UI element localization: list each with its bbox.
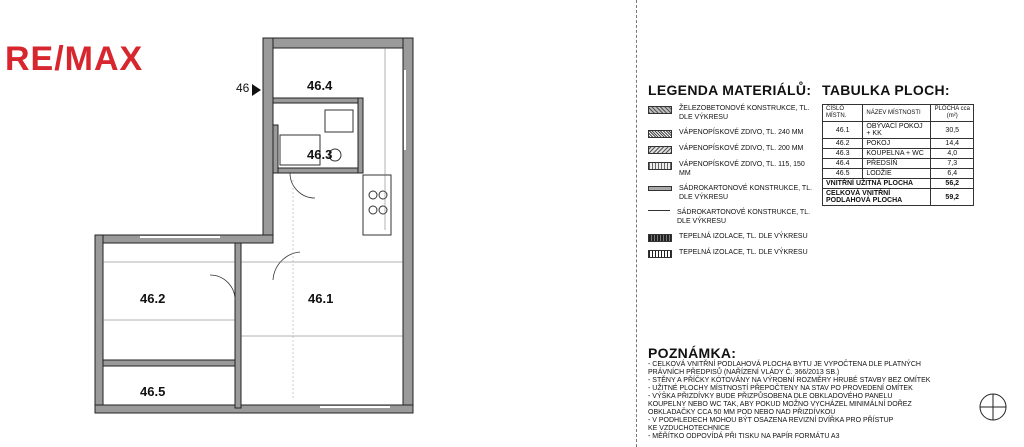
note-line: KE VZDUCHOTECHNICE (648, 425, 730, 432)
drywall-swatch (648, 186, 672, 191)
legend-item-text: TEPELNÁ IZOLACE, TL. DLE VÝKRESU (679, 233, 808, 240)
notes-section (648, 345, 988, 441)
room-number: 46.5 (823, 169, 863, 179)
legend-item-text: VÁPENOPÍSKOVÉ ZDIVO, TL. 200 MM (679, 145, 804, 152)
notes-title: POZNÁMKA: (648, 345, 737, 361)
area-table-title: TABULKA PLOCH: (822, 82, 950, 98)
note-line: PRÁVNÍCH PŘEDPISŮ (NAŘÍZENÍ VLÁDY Č. 366/2013 SB.) (648, 369, 840, 376)
masonry-240-swatch (648, 130, 672, 138)
header-area: PLOCHA cca (m²) (931, 105, 974, 122)
legend-item (648, 104, 818, 122)
note-line: KOUPELNY NEBO WC TAK, ABY POKUD MOŽNO VYCHÁZEL MINIMÁLNÍ DOŘEZ (648, 401, 912, 408)
room-area: 6,4 (931, 169, 974, 179)
legend-item (648, 232, 818, 242)
room-area: 14,4 (931, 139, 974, 149)
concrete-swatch (648, 106, 672, 114)
materials-legend (648, 82, 818, 258)
legend-item-text: VÁPENOPÍSKOVÉ ZDIVO, TL. 115, 150 MM (679, 161, 805, 177)
masonry-115-swatch (648, 162, 672, 170)
header-room-number: ČÍSLO MÍSTN. (823, 105, 863, 122)
room-number: 46.3 (823, 149, 863, 159)
room-label-46-1: 46.1 (308, 291, 334, 306)
room-name: PŘEDSÍŇ (863, 159, 931, 169)
table-row (823, 122, 974, 139)
total-usable-label: VNITŘNÍ UŽITNÁ PLOCHA (823, 179, 931, 189)
section-mark (252, 84, 261, 96)
table-row (823, 169, 974, 179)
note-line: - MĚŘÍTKO ODPOVÍDÁ PŘI TISKU NA PAPÍR FORMÁTU A3 (648, 433, 840, 440)
floor-plan (80, 30, 430, 420)
room-name: POKOJ (863, 139, 931, 149)
header-room-name: NÁZEV MÍSTNOSTI (863, 105, 931, 122)
room-label-46-4: 46.4 (307, 78, 333, 93)
total-row-usable (823, 179, 974, 189)
legend-item (648, 128, 818, 138)
total-row-floor (823, 189, 974, 206)
table-row (823, 159, 974, 169)
legend-item-text: ŽELEZOBETONOVÉ KONSTRUKCE, TL. DLE VÝKRESU (679, 105, 810, 121)
legend-item (648, 208, 818, 226)
room-label-46-3: 46.3 (307, 147, 333, 162)
room-name: LODŽIE (863, 169, 931, 179)
room-area: 30,5 (931, 122, 974, 139)
area-table-section (822, 82, 972, 206)
note-line: - UŽITNÉ PLOCHY MÍSTNOSTÍ PŘEPOČTENY NA STAV PO PROVEDENÍ OMÍTEK (648, 385, 913, 392)
legend-item (648, 160, 818, 178)
remax-logo: RE/MAX (5, 40, 144, 78)
total-floor-value: 59,2 (931, 189, 974, 206)
room-number: 46.2 (823, 139, 863, 149)
note-line: - V PODHLEDECH MOHOU BÝT OSAZENA REVIZNÍ DVÍŘKA PRO PŘÍSTUP (648, 417, 894, 424)
room-number: 46.4 (823, 159, 863, 169)
insulation-alt-swatch (648, 250, 672, 258)
note-line: - VÝŠKA PŘIZDÍVKY BUDE PŘIZPŮSOBENA DLE OBKLADOVÉHO PANELU (648, 393, 893, 400)
legend-item-text: SÁDROKARTONOVÉ KONSTRUKCE, TL. DLE VÝKRESU (679, 185, 813, 201)
room-label-46-2: 46.2 (140, 291, 166, 306)
callout-46: 46 (236, 81, 250, 95)
insulation-swatch (648, 234, 672, 242)
total-floor-label: CELKOVÁ VNITŘNÍ PODLAHOVÁ PLOCHA (823, 189, 931, 206)
legend-item-text: VÁPENOPÍSKOVÉ ZDIVO, TL. 240 MM (679, 129, 804, 136)
room-area: 7,3 (931, 159, 974, 169)
note-line: - STĚNY A PŘÍČKY KÓTOVÁNY NA VÝROBNÍ ROZMĚRY HRUBÉ STAVBY BEZ OMÍTEK (648, 377, 931, 384)
north-arrow-icon (978, 392, 1008, 422)
legend-title: LEGENDA MATERIÁLŮ: (648, 82, 812, 98)
table-row (823, 139, 974, 149)
room-label-46-5: 46.5 (140, 384, 166, 399)
legend-item-text: TEPELNÁ IZOLACE, TL. DLE VÝKRESU (679, 249, 808, 256)
table-header-row (823, 105, 974, 122)
room-name: KOUPELNA + WC (863, 149, 931, 159)
legend-item (648, 184, 818, 202)
note-line: - CELKOVÁ VNITŘNÍ PODLAHOVÁ PLOCHA BYTU JE VYPOČTENA DLE PLATNÝCH (648, 361, 921, 368)
masonry-200-swatch (648, 146, 672, 154)
page-divider (636, 0, 637, 447)
note-line: OBKLADAČKY CCA 50 MM POD NEBO NAD PŘIZDÍVKOU (648, 409, 836, 416)
area-table (822, 104, 974, 206)
room-name: OBÝVACÍ POKOJ + KK (863, 122, 931, 139)
legend-item (648, 144, 818, 154)
room-area: 4,0 (931, 149, 974, 159)
legend-item-text: SÁDROKARTONOVÉ KONSTRUKCE, TL. DLE VÝKRESU (677, 209, 811, 225)
drywall-thin-swatch (648, 210, 670, 212)
total-usable-value: 56,2 (931, 179, 974, 189)
table-row (823, 149, 974, 159)
room-number: 46.1 (823, 122, 863, 139)
legend-item (648, 248, 818, 258)
